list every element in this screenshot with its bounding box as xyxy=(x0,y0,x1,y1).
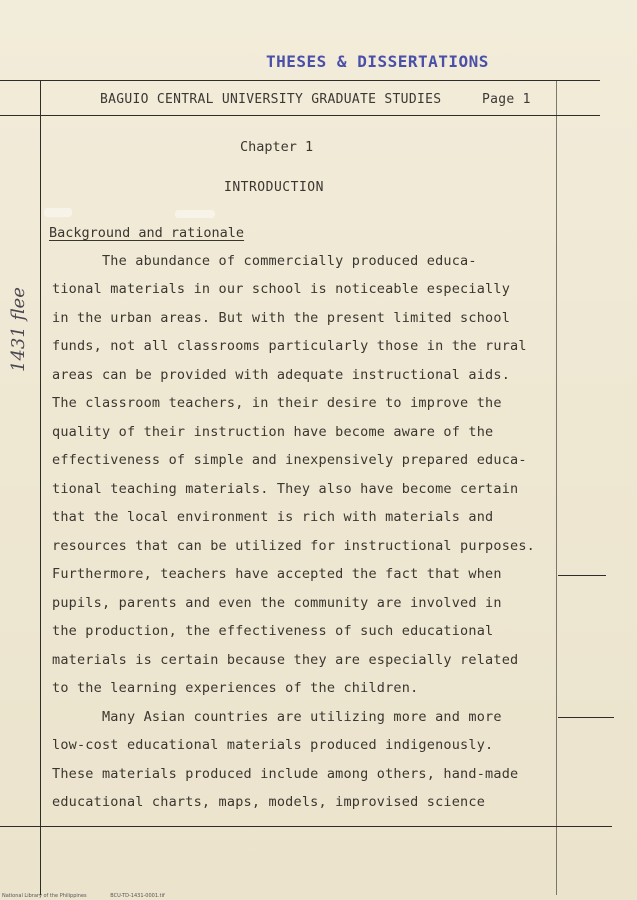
right-margin-line xyxy=(556,80,557,895)
text-line: funds, not all classrooms particularly those in the rural xyxy=(52,338,527,354)
text-line: educational charts, maps, models, improvised science xyxy=(52,794,486,810)
text-line: the production, the effectiveness of such educational xyxy=(52,623,494,639)
text-line: pupils, parents and even the community are involved in xyxy=(52,595,502,611)
institution-header: BAGUIO CENTRAL UNIVERSITY GRADUATE STUDIES xyxy=(100,92,442,107)
top-rule xyxy=(0,80,600,81)
text-line: tional materials in our school is noticeable especially xyxy=(52,281,511,297)
handwritten-accession-number: 1431 flee xyxy=(8,287,29,372)
left-margin-line xyxy=(40,80,41,895)
paper-smudge xyxy=(44,208,72,217)
section-title: Background and rationale xyxy=(49,225,245,241)
text-line: effectiveness of simple and inexpensively prepared educa- xyxy=(52,452,527,468)
text-line: tional teaching materials. They also have become certain xyxy=(52,481,519,497)
text-line: The classroom teachers, in their desire to improve the xyxy=(52,395,502,411)
text-line: to the learning experiences of the children. xyxy=(52,680,419,696)
text-line: low-cost educational materials produced indigenously. xyxy=(52,737,494,753)
text-line: in the urban areas. But with the present limited school xyxy=(52,310,511,326)
header-bottom-rule xyxy=(0,115,600,116)
text-line: Many Asian countries are utilizing more and more xyxy=(52,709,502,725)
chapter-title: Chapter 1 xyxy=(240,139,314,155)
bottom-rule xyxy=(0,826,612,827)
text-line: resources that can be utilized for instructional purposes. xyxy=(52,538,536,554)
text-line: that the local environment is rich with materials and xyxy=(52,509,494,525)
paper-smudge xyxy=(175,210,215,218)
right-tick-1 xyxy=(558,575,606,576)
theses-stamp: THESES & DISSERTATIONS xyxy=(266,52,489,71)
text-line: The abundance of commercially produced educa- xyxy=(52,253,477,269)
footer-library: National Library of the Philippines xyxy=(2,893,87,899)
chapter-heading: INTRODUCTION xyxy=(224,180,324,195)
text-line: These materials produced include among others, hand-made xyxy=(52,766,519,782)
text-line: materials is certain because they are especially related xyxy=(52,652,519,668)
text-line: Furthermore, teachers have accepted the fact that when xyxy=(52,566,502,582)
text-line: quality of their instruction have become aware of the xyxy=(52,424,494,440)
page-number: Page 1 xyxy=(482,92,531,107)
scan-footer xyxy=(2,893,187,899)
right-tick-2 xyxy=(558,717,614,718)
footer-code: BCU-TD-1431-0001.tif xyxy=(110,893,165,899)
page-header xyxy=(100,92,560,107)
text-line: areas can be provided with adequate instructional aids. xyxy=(52,367,511,383)
